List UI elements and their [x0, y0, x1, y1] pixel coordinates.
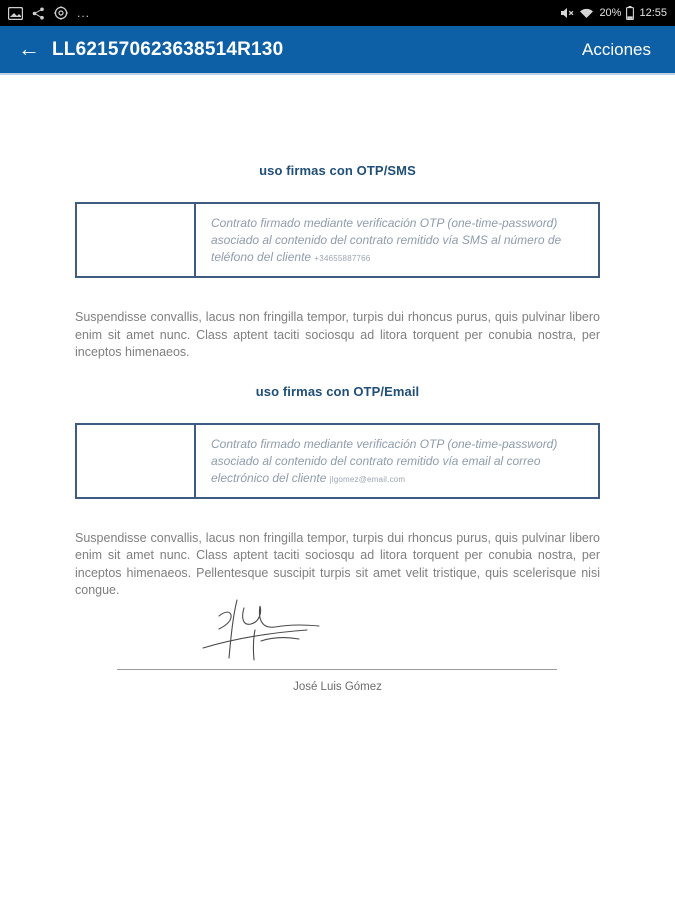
otp-email-box [75, 423, 600, 499]
document-title: LL621570623638514R130 [52, 38, 284, 60]
section-heading-otp-email: uso firmas con OTP/Email [255, 383, 420, 399]
signature-line [117, 669, 557, 670]
client-phone-number: +34655887766 [314, 254, 371, 263]
battery-icon [626, 6, 634, 20]
otp-email-text: Contrato firmado mediante verificación OTP (one-time-password) asociado al contenido del contrato remitido vía email al correo electrónico del cliente [211, 436, 558, 485]
actions-button[interactable]: Acciones [582, 39, 651, 59]
signatory-name: José Luis Gómez [293, 680, 382, 693]
battery-percent: 20% [599, 7, 622, 19]
paragraph-otp-email: Suspendisse convallis, lacus non fringilla tempor, turpis dui rhoncus purus, quis pulvinar libero enim sit amet nunc. Class aptent taciti sociosqu ad litora torquent per conubia nostra, per inceptos himenaeos. Pellentesque suscipit turpis sit amet velit tristique, quis scelerisque nisi congue. [75, 530, 600, 597]
client-email-address: jlgomez@email.com [329, 474, 406, 484]
signature-area [75, 600, 600, 760]
otp-email-checkbox-cell[interactable] [77, 425, 196, 497]
paragraph-otp-sms: Suspendisse convallis, lacus non fringilla tempor, turpis dui rhoncus purus, quis pulvinar libero enim sit amet nunc. Class aptent taciti sociosqu ad litora torquent per conubia nostra, per inceptos himenaeos. [75, 310, 600, 359]
screenshot-icon [8, 7, 23, 20]
section-heading-otp-sms: uso firmas con OTP/SMS [259, 163, 416, 178]
otp-sms-checkbox-cell[interactable] [77, 204, 196, 276]
contract-document [0, 75, 675, 760]
otp-sms-box [75, 202, 600, 278]
otp-email-description [196, 425, 598, 497]
clock-text: 12:55 [639, 7, 667, 19]
mute-icon [560, 7, 574, 19]
wifi-icon [579, 7, 594, 19]
signature-scribble [195, 596, 345, 668]
more-notifications-icon: ... [77, 6, 91, 20]
timer-icon [54, 6, 68, 20]
app-bar [0, 26, 675, 75]
status-left-icons [8, 6, 90, 20]
status-right [560, 6, 667, 20]
otp-sms-text: Contrato firmado mediante verificación OTP (one-time-password) asociado al contenido del contrato remitido vía SMS al número de teléfono del cliente [211, 216, 562, 264]
otp-sms-description [196, 204, 598, 276]
back-arrow-icon[interactable]: ← [18, 35, 40, 61]
status-bar [0, 0, 675, 26]
share-icon [32, 7, 45, 20]
